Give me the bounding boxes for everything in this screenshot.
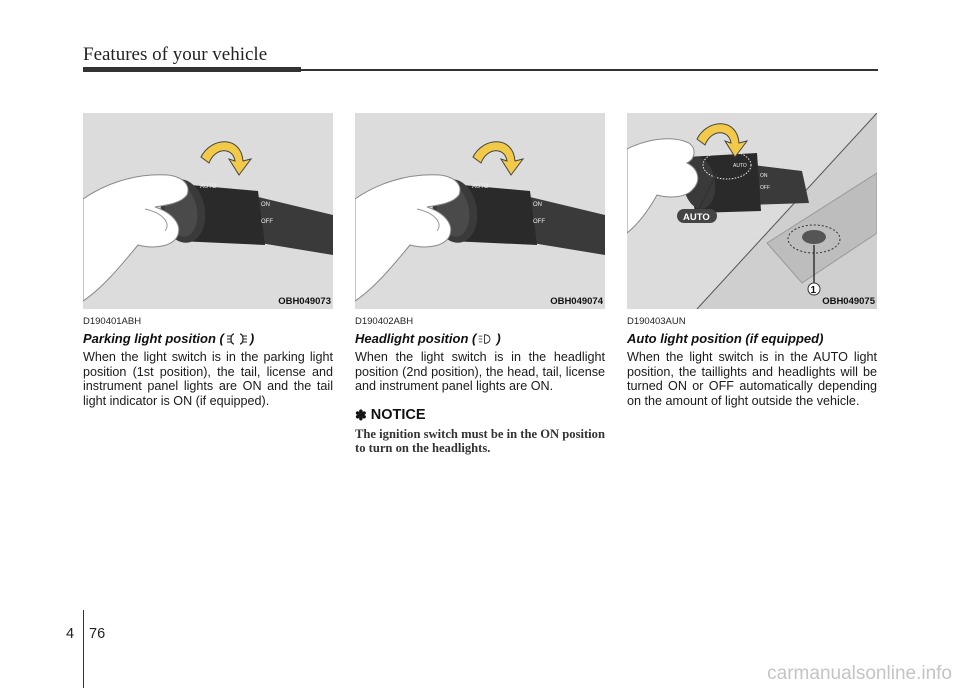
section-parking-light [83,316,333,408]
footer-divider [83,610,84,688]
section-heading [627,331,877,346]
svg-text:ON: ON [533,202,542,208]
svg-text:ON: ON [261,202,270,208]
header-rule-thin [300,69,878,71]
svg-text:1: 1 [810,285,817,296]
notice-text: The ignition switch must be in the ON position to turn on the headlights. [355,426,605,456]
section-code: D190403AUN [627,316,686,327]
svg-text:AUTO: AUTO [683,212,710,223]
page-header-title: Features of your vehicle [83,44,268,65]
figure-code: OBH049075 [822,296,875,307]
heading-text-close: ) [496,331,501,346]
section-headlight [355,316,605,456]
chapter-number: 4 [66,626,75,642]
svg-text:AUTO: AUTO [200,184,217,190]
auto-light-sensor-illustration [627,113,877,309]
heading-text-close: ) [249,331,255,346]
section-code: D190402ABH [355,316,414,327]
notice-star-icon: ✽ [355,406,367,423]
section-body: When the light switch is in the AUTO light position, the taillights and headlights will be turned ON or OFF automatically depending on the amount of light outside the vehicle. [627,350,877,408]
svg-text:ON: ON [760,173,768,179]
figure-code: OBH049074 [550,296,603,307]
light-switch-illustration [355,113,605,309]
svg-text:AUTO: AUTO [733,163,747,169]
heading-text: Auto light position (if equipped) [627,331,824,346]
svg-text:OFF: OFF [760,185,770,191]
page-number: 76 [89,626,106,642]
svg-text:OFF: OFF [533,219,545,225]
notice-title [355,407,605,424]
section-code: D190401ABH [83,316,142,327]
notice-label: NOTICE [370,407,426,424]
figure-headlight [355,113,605,309]
headlight-icon [478,332,494,346]
figure-parking-light [83,113,333,309]
section-auto-light [627,316,877,408]
svg-text:OFF: OFF [261,219,273,225]
svg-text:AUTO: AUTO [472,184,489,190]
watermark-text: carmanualsonline.info [767,663,952,684]
section-heading [83,331,333,346]
heading-text: Parking light position ( [83,331,224,346]
header-rule-thick [83,67,301,72]
figure-code: OBH049073 [278,296,331,307]
parking-light-icon [226,332,248,346]
heading-text: Headlight position ( [355,331,477,346]
section-body: When the light switch is in the parking light position (1st position), the tail, license and instrument panel lights are ON and the tail light indicator is ON (if equipped). [83,350,333,408]
section-heading [355,331,605,346]
figure-auto-light [627,113,877,309]
light-switch-illustration [83,113,333,309]
section-body: When the light switch is in the headlight position (2nd position), the head, tail, license and instrument panel lights are ON. [355,350,605,394]
